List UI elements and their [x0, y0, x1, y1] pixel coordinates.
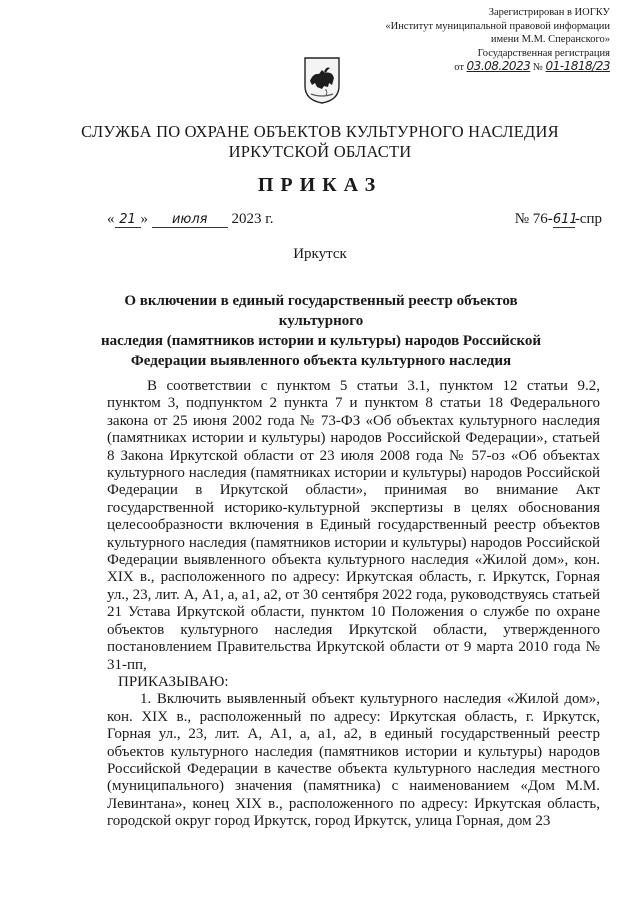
date-open-quote: «: [107, 211, 115, 227]
order-number: [515, 211, 602, 228]
registration-line-2: «Институт муниципальной правовой информации: [385, 20, 610, 32]
order-word: ПРИКАЗЫВАЮ:: [118, 673, 229, 690]
registration-line-4: Государственная регистрация: [477, 47, 610, 59]
document-date: [107, 211, 273, 228]
coat-of-arms-icon: [303, 56, 341, 104]
subject-line-1: О включении в единый государственный реестр объектов культурного: [124, 293, 518, 329]
city: Иркутск: [293, 246, 347, 262]
date-close-quote: »: [140, 211, 148, 227]
order-item-1: 1. Включить выявленный объект культурного наследия «Жилой дом», кон. XIX в., расположенный по адресу: Иркутская область, г. Иркутск, Горная ул., 23, лит. А, А1, а, а1, а2, в единый государственный реестр объектов культурного наследия (памятников истории и культуры) народов Российской Федерации в качестве объекта культурного наследия местного (муниципального) значения (памятника) с наименованием «Дом М.М. Левинтана», конец XIX в., расположенного по адресу: Иркутская область, городской округ город Иркутск, город Иркутск, улица Горная, дом 23: [107, 691, 600, 830]
document-body: [107, 378, 600, 831]
registration-line-1: Зарегистрирован в ИОГКУ: [488, 7, 610, 18]
order-subject: [90, 291, 552, 371]
subject-line-2: наследия (памятников истории и культуры) народов Российской: [100, 333, 542, 349]
order-number-prefix: № 76-: [514, 211, 553, 227]
registration-prefix: от: [454, 62, 464, 73]
organization-name: [0, 122, 640, 162]
date-year: 2023 г.: [231, 211, 274, 227]
registration-number: 01-1818/23: [545, 59, 610, 73]
preamble-paragraph: В соответствии с пунктом 5 статьи 3.1, пунктом 12 статьи 9.2, пунктом 3, подпунктом 2 пункта 7 и пунктом 8 статьи 18 Федерального закона от 25 июня 2002 года № 73-ФЗ «Об объектах культурного наследия (памятниках истории и культуры) народов Российской Федерации», статьей 8 Закона Иркутской области от 23 июля 2008 года № 57-оз «Об объектах культурного наследия (памятниках истории и культуры) народов Российской Федерации в Иркутской области», принимая во внимание Акт государственной историко-культурной экспертизы в целях обоснования целесообразности включения в Единый государственный реестр объектов культурного наследия (памятников истории и культуры) народов Российской Федерации выявленного объекта культурного наследия «Жилой дом», кон. XIX в., расположенного по адресу: Иркутская область, г. Иркутск, Горная ул., 23, лит. А, А1, а, а1, а2, от 30 сентября 2022 года, руководствуясь статьей 21 Устава Иркутской области, пунктом 10 Положения о службе по охране объектов культурного наследия Иркутской области, утвержденного постановлением Правительства Иркутской области от 9 марта 2010 года № 31-пп,: [107, 378, 600, 673]
date-day: 21: [115, 212, 141, 228]
date-month: июля: [152, 212, 228, 228]
order-number-suffix: -спр: [574, 211, 602, 227]
registration-stamp: [310, 6, 610, 75]
order-number-handwritten: 611: [552, 212, 578, 227]
document-title: ПРИКАЗ: [257, 174, 383, 196]
registration-number-line: [310, 60, 610, 75]
organization-line-2: ИРКУТСКОЙ ОБЛАСТИ: [228, 142, 412, 161]
registration-date: 03.08.2023: [466, 59, 531, 73]
registration-number-label: №: [532, 62, 543, 73]
registration-line-3: имени М.М. Сперанского»: [490, 34, 610, 45]
subject-line-3: Федерации выявленного объекта культурного наследия: [130, 353, 512, 369]
organization-line-1: СЛУЖБА ПО ОХРАНЕ ОБЪЕКТОВ КУЛЬТУРНОГО НАСЛЕДИЯ: [81, 122, 559, 141]
